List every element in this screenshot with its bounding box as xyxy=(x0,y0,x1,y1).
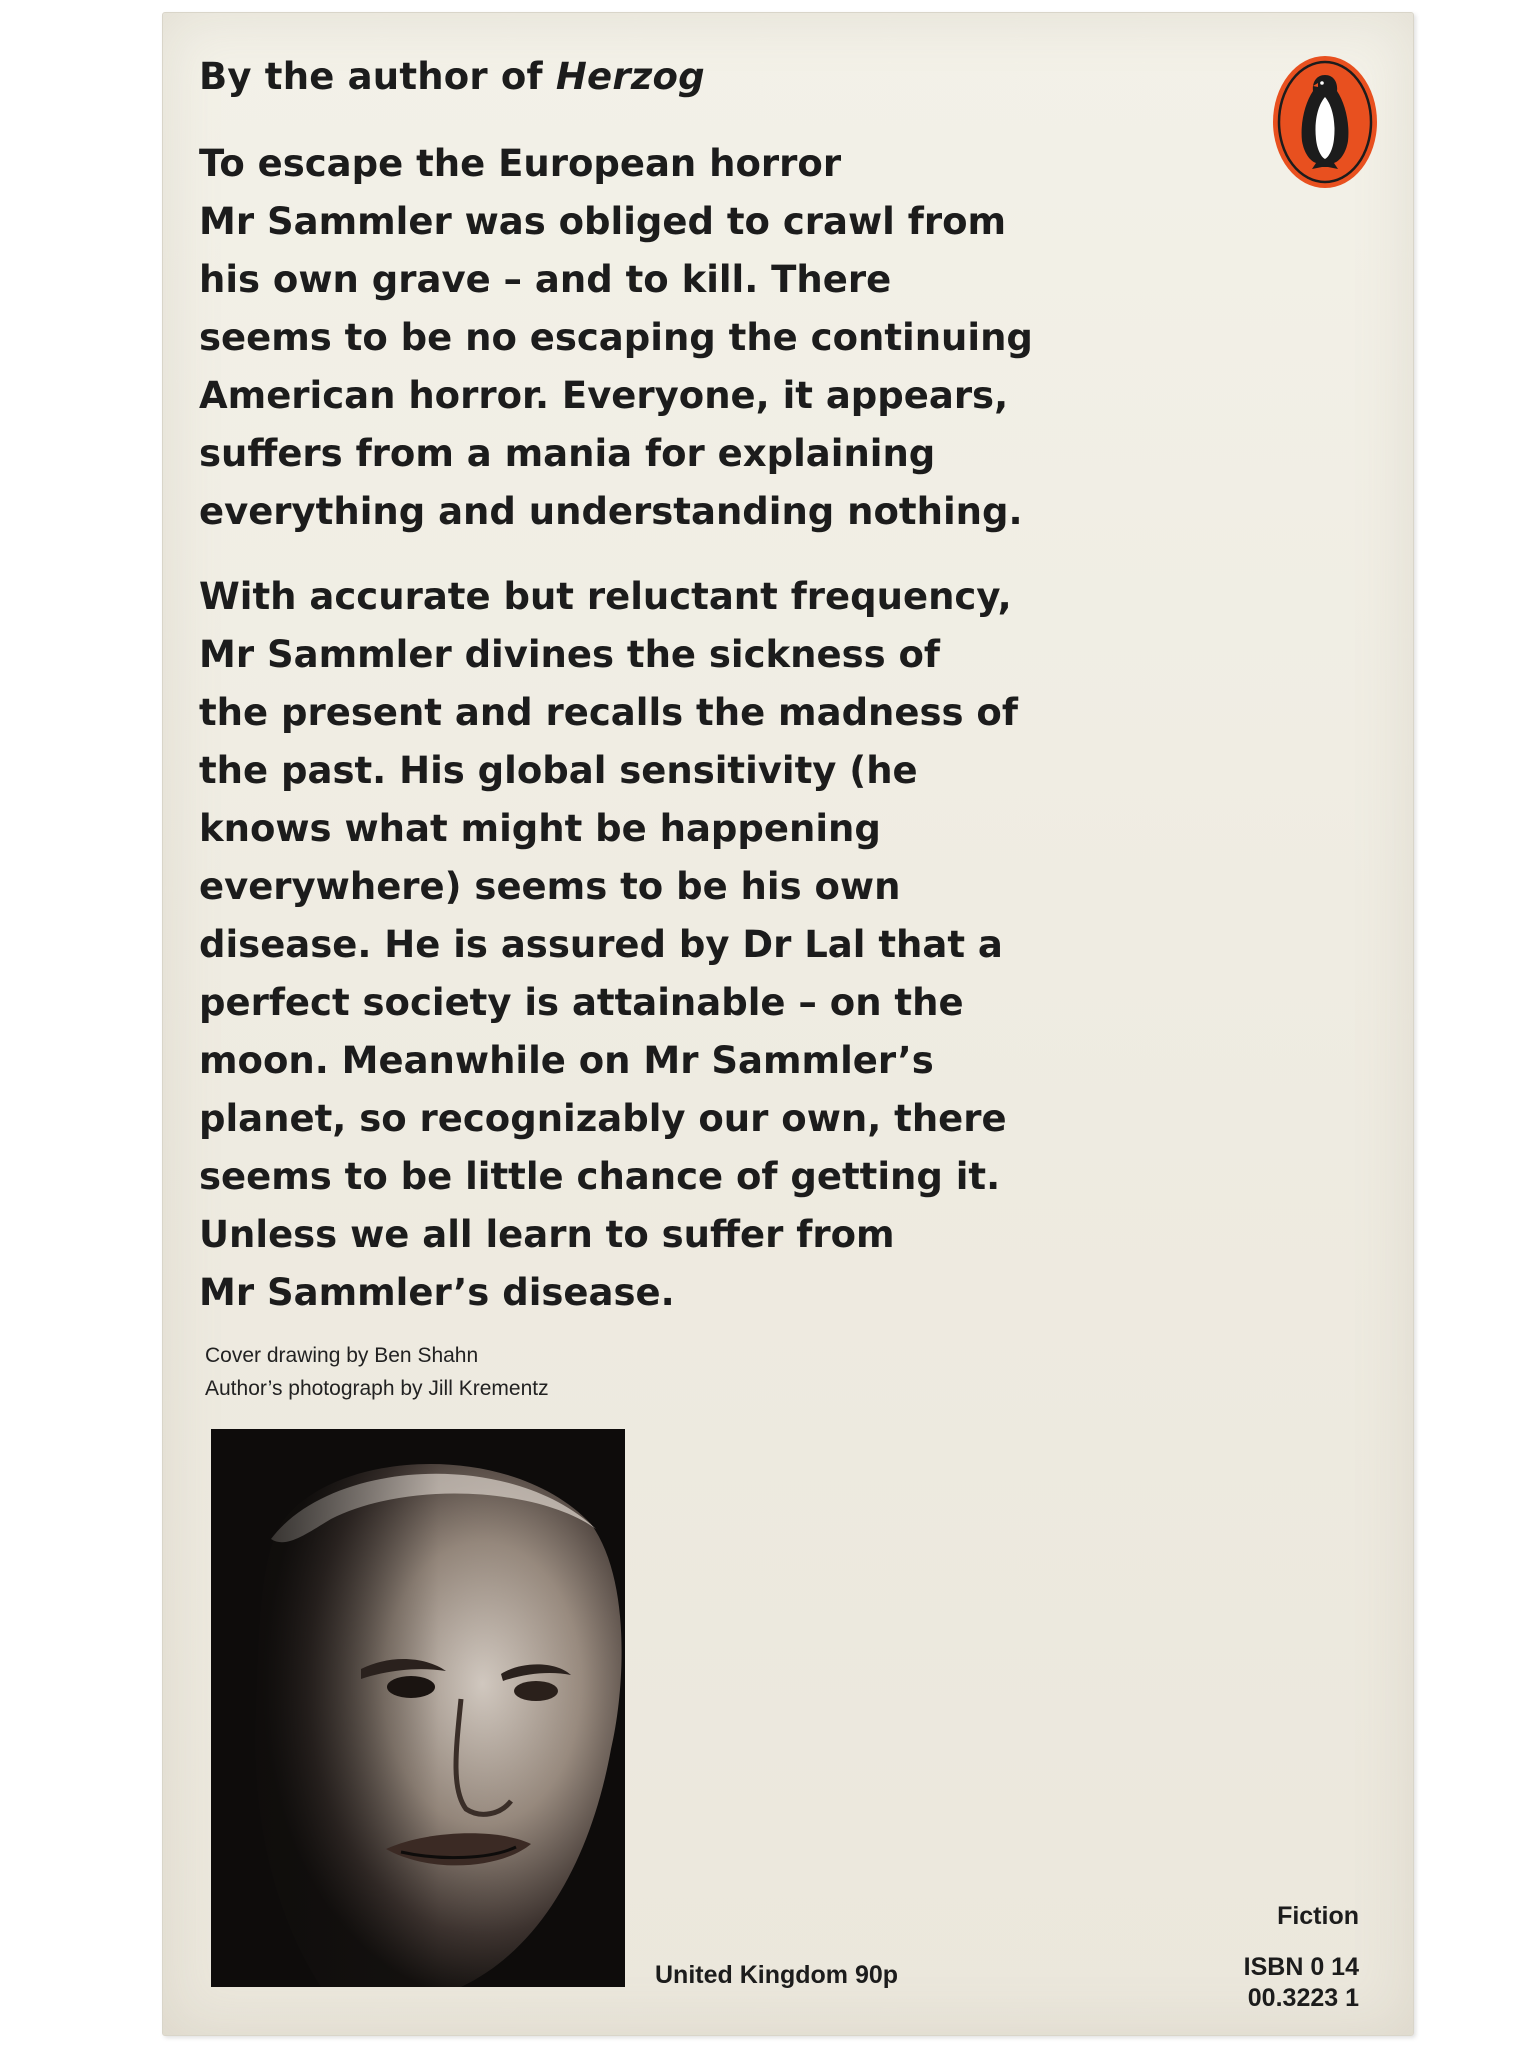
blurb-line: With accurate but reluctant frequency, xyxy=(199,575,1012,618)
isbn-line-2: 00.3223 1 xyxy=(1247,1984,1359,2012)
blurb-line: Mr Sammler’s disease. xyxy=(199,1271,675,1314)
photo-credit: Author’s photograph by Jill Krementz xyxy=(205,1377,549,1400)
blurb-line: Mr Sammler was obliged to crawl from xyxy=(199,200,1007,243)
byline-title: Herzog xyxy=(555,55,705,98)
blurb-paragraph-2 xyxy=(199,568,1259,1322)
blurb-line: the present and recalls the madness of xyxy=(199,691,1018,734)
byline-prefix: By the author of xyxy=(199,55,556,98)
cover-credit: Cover drawing by Ben Shahn xyxy=(205,1344,479,1367)
credits xyxy=(205,1339,549,1405)
author-photo xyxy=(211,1429,625,1987)
author-portrait-illustration xyxy=(211,1429,625,1987)
penguin-logo-icon xyxy=(1270,53,1380,191)
isbn-line-1: ISBN 0 14 xyxy=(1243,1953,1359,1981)
blurb-line: planet, so recognizably our own, there xyxy=(199,1097,1007,1140)
genre-label: Fiction xyxy=(1277,1902,1359,1930)
blurb-line: seems to be no escaping the continuing xyxy=(199,316,1033,359)
blurb-paragraph-1 xyxy=(199,135,1259,541)
blurb-line: everything and understanding nothing. xyxy=(199,490,1023,533)
byline xyxy=(199,55,705,98)
blurb-line: American horror. Everyone, it appears, xyxy=(199,374,1009,417)
book-back-cover xyxy=(162,12,1414,2036)
blurb-line: To escape the European horror xyxy=(199,142,842,185)
blurb-line: moon. Meanwhile on Mr Sammler’s xyxy=(199,1039,934,1082)
blurb-line: his own grave – and to kill. There xyxy=(199,258,892,301)
blurb-line: seems to be little chance of getting it. xyxy=(199,1155,1001,1198)
blurb-line: Unless we all learn to suffer from xyxy=(199,1213,895,1256)
blurb-line: Mr Sammler divines the sickness of xyxy=(199,633,941,676)
blurb-line: the past. His global sensitivity (he xyxy=(199,749,918,792)
blurb-line: perfect society is attainable – on the xyxy=(199,981,964,1024)
price: United Kingdom 90p xyxy=(655,1961,899,1989)
blurb-line: knows what might be happening xyxy=(199,807,881,850)
blurb-line: suffers from a mania for explaining xyxy=(199,432,936,475)
blurb-line: disease. He is assured by Dr Lal that a xyxy=(199,923,1003,966)
imprint-block xyxy=(1244,1901,1359,2014)
blurb-line: everywhere) seems to be his own xyxy=(199,865,901,908)
